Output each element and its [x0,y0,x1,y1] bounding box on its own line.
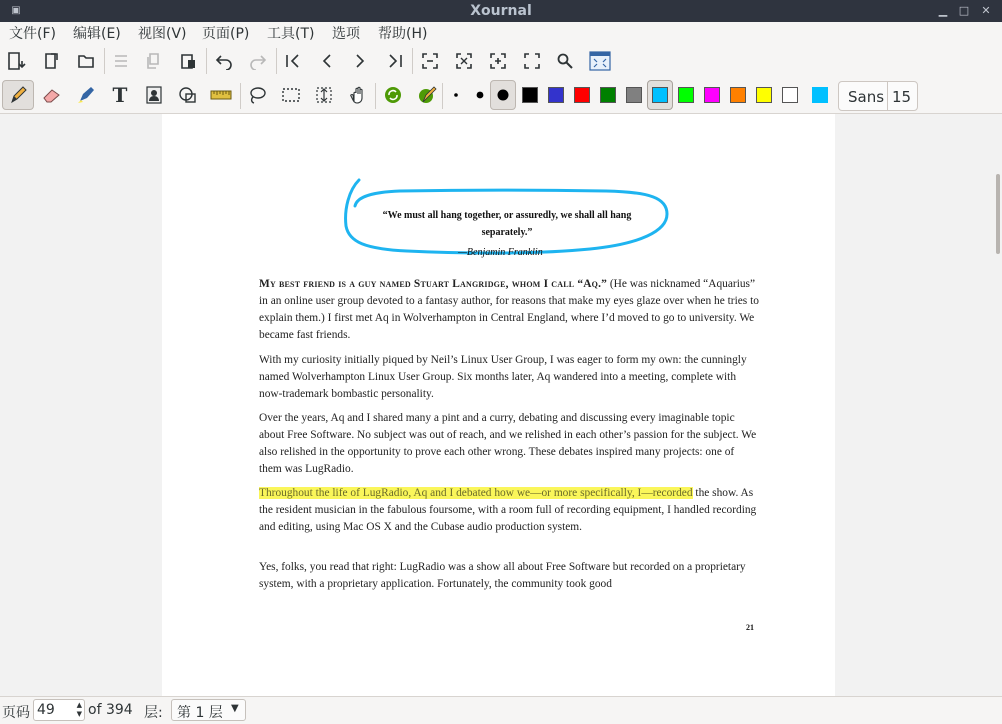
color-lightgreen-swatch[interactable] [678,87,694,103]
color-green-swatch[interactable] [600,87,616,103]
new-document-icon[interactable] [4,47,32,75]
epigraph-quote: “We must all hang together, or assuredly, we shall all hang separately.” [382,210,632,238]
paragraph-2: With my curiosity initially piqued by Neil’s Linux User Group, I was eager to form my own: the cunningly named Wolverhampton Linux User Group. Six months later, Aq wandered into a meeting, complete with now-trademark bombastic personality. [259,354,747,400]
paragraph-4 [259,485,759,536]
color-red-swatch[interactable] [574,87,590,103]
next-page-icon[interactable] [346,47,374,75]
canvas-area[interactable] [0,114,1002,696]
close-button[interactable]: ✕ [981,4,991,17]
zoom-width-icon[interactable] [518,47,546,75]
layer-label: 层: [144,705,163,721]
menu-file[interactable]: 文件(F) [9,26,56,42]
menu-help[interactable]: 帮助(H) [378,26,428,42]
spinner-arrows-icon[interactable]: ▲ ▼ [76,701,82,718]
paragraph-4-rest: the show. As the resident musician in the fabulous foursome, with a room full of recording equipment, I handled recording and editing, using Mac OS X and the Cubase audio production system. [259,487,757,533]
freehand-annotation[interactable] [162,114,835,264]
page-number-input[interactable] [34,700,68,720]
undo-icon[interactable] [210,47,238,75]
chevron-down-icon: ▼ [231,703,239,714]
color-magenta-swatch[interactable] [704,87,720,103]
redo-icon[interactable] [244,47,272,75]
page-total: of 394 [88,702,133,718]
hand-tool-icon[interactable] [344,81,372,109]
color-black-swatch[interactable] [522,87,538,103]
search-icon[interactable] [551,47,579,75]
last-page-icon[interactable] [381,47,409,75]
lasso-select-icon[interactable] [243,81,271,109]
font-button[interactable] [838,81,918,111]
pen-icon[interactable] [2,80,34,110]
color-orange-swatch[interactable] [730,87,746,103]
copy-icon[interactable] [140,47,168,75]
zoom-fit-icon[interactable] [450,47,478,75]
menu-view[interactable]: 视图(V) [138,26,187,42]
font-name: Sans [848,88,885,106]
highlighter-icon[interactable] [72,81,100,109]
previous-page-icon[interactable] [313,47,341,75]
shape-recognizer-icon[interactable] [174,81,202,109]
page-label: 页码 [2,705,30,721]
paragraph-3: Over the years, Aq and I shared many a pint and a curry, debating and discussing every imaginable topic about Free Software. No subject was out of reach, and we relished in each other’s passion for the subject. We also relished in the opportunity to prove each other wrong. These debates inspired many projects: one of them was LugRadio. [259,412,757,475]
text-tool-icon[interactable]: T [112,83,128,107]
paragraph-1 [259,276,759,344]
maximize-button[interactable]: □ [958,4,970,17]
minimize-button[interactable]: ▁ [938,4,948,17]
color-white-swatch[interactable] [782,87,798,103]
annotate-pdf-icon[interactable] [38,47,66,75]
paragraph-1-rest: (He was nicknamed “Aquarius” in an online user group devoted to a fantasy author, for reasons that make my eyes glaze over when he tries to explain them.) I first met Aq in Wolverhampton in Central England, where I’d moved to go to university. We became fast friends. [259,278,759,341]
color-gray-swatch[interactable] [626,87,642,103]
color-blue-swatch[interactable] [548,87,564,103]
status-bar [0,696,1002,724]
menu-edit[interactable]: 编辑(E) [73,26,121,42]
default-pen-icon[interactable] [413,81,441,109]
page-spinner[interactable] [33,699,85,721]
color-yellow-swatch[interactable] [756,87,772,103]
page-number: 21 [746,623,754,632]
font-size: 15 [892,88,912,106]
window-menu-icon[interactable]: ▣ [11,5,21,16]
menu-tools[interactable]: 工具(T) [267,26,315,42]
menu-options[interactable]: 选项 [332,26,360,42]
current-color-button[interactable] [812,87,828,103]
vertical-scrollbar[interactable] [996,174,1000,254]
color-lightblue-swatch[interactable] [652,87,668,103]
document-page[interactable] [162,114,835,696]
tools-toolbar [0,78,1002,114]
title-bar [0,0,1002,22]
paragraph-5: Yes, folks, you read that right: LugRadio was a show all about Free Software but recorded on a proprietary system, with a proprietary application. Fortunately, the community took good [259,561,746,590]
highlighted-text: Throughout the life of LugRadio, Aq and I debated how we—or more specifically, I—recorded [259,487,693,499]
default-tool-icon[interactable] [379,81,407,109]
layer-select-value: 第 1 层 [177,705,223,721]
thick-line-icon[interactable] [490,80,516,110]
eraser-icon[interactable] [38,81,66,109]
zoom-in-icon[interactable] [484,47,512,75]
zoom-out-icon[interactable] [416,47,444,75]
paste-icon[interactable] [174,47,202,75]
cut-icon[interactable] [107,47,135,75]
layer-select[interactable] [171,699,246,721]
window-title: Xournal [470,3,532,19]
first-page-icon[interactable] [279,47,307,75]
epigraph-attribution: —Benjamin Franklin [458,247,543,258]
image-tool-icon[interactable] [140,81,168,109]
rect-select-icon[interactable] [277,81,305,109]
main-toolbar [0,44,1002,78]
menu-page[interactable]: 页面(P) [202,26,250,42]
menu-bar [0,22,1002,44]
fullscreen-icon[interactable] [586,47,614,75]
vertical-space-icon[interactable] [310,81,338,109]
open-folder-icon[interactable] [72,47,100,75]
paragraph-1-lead: My best friend is a guy named Stuart Langridge, whom I call “Aq.” [259,278,608,290]
ruler-icon[interactable] [207,81,235,109]
